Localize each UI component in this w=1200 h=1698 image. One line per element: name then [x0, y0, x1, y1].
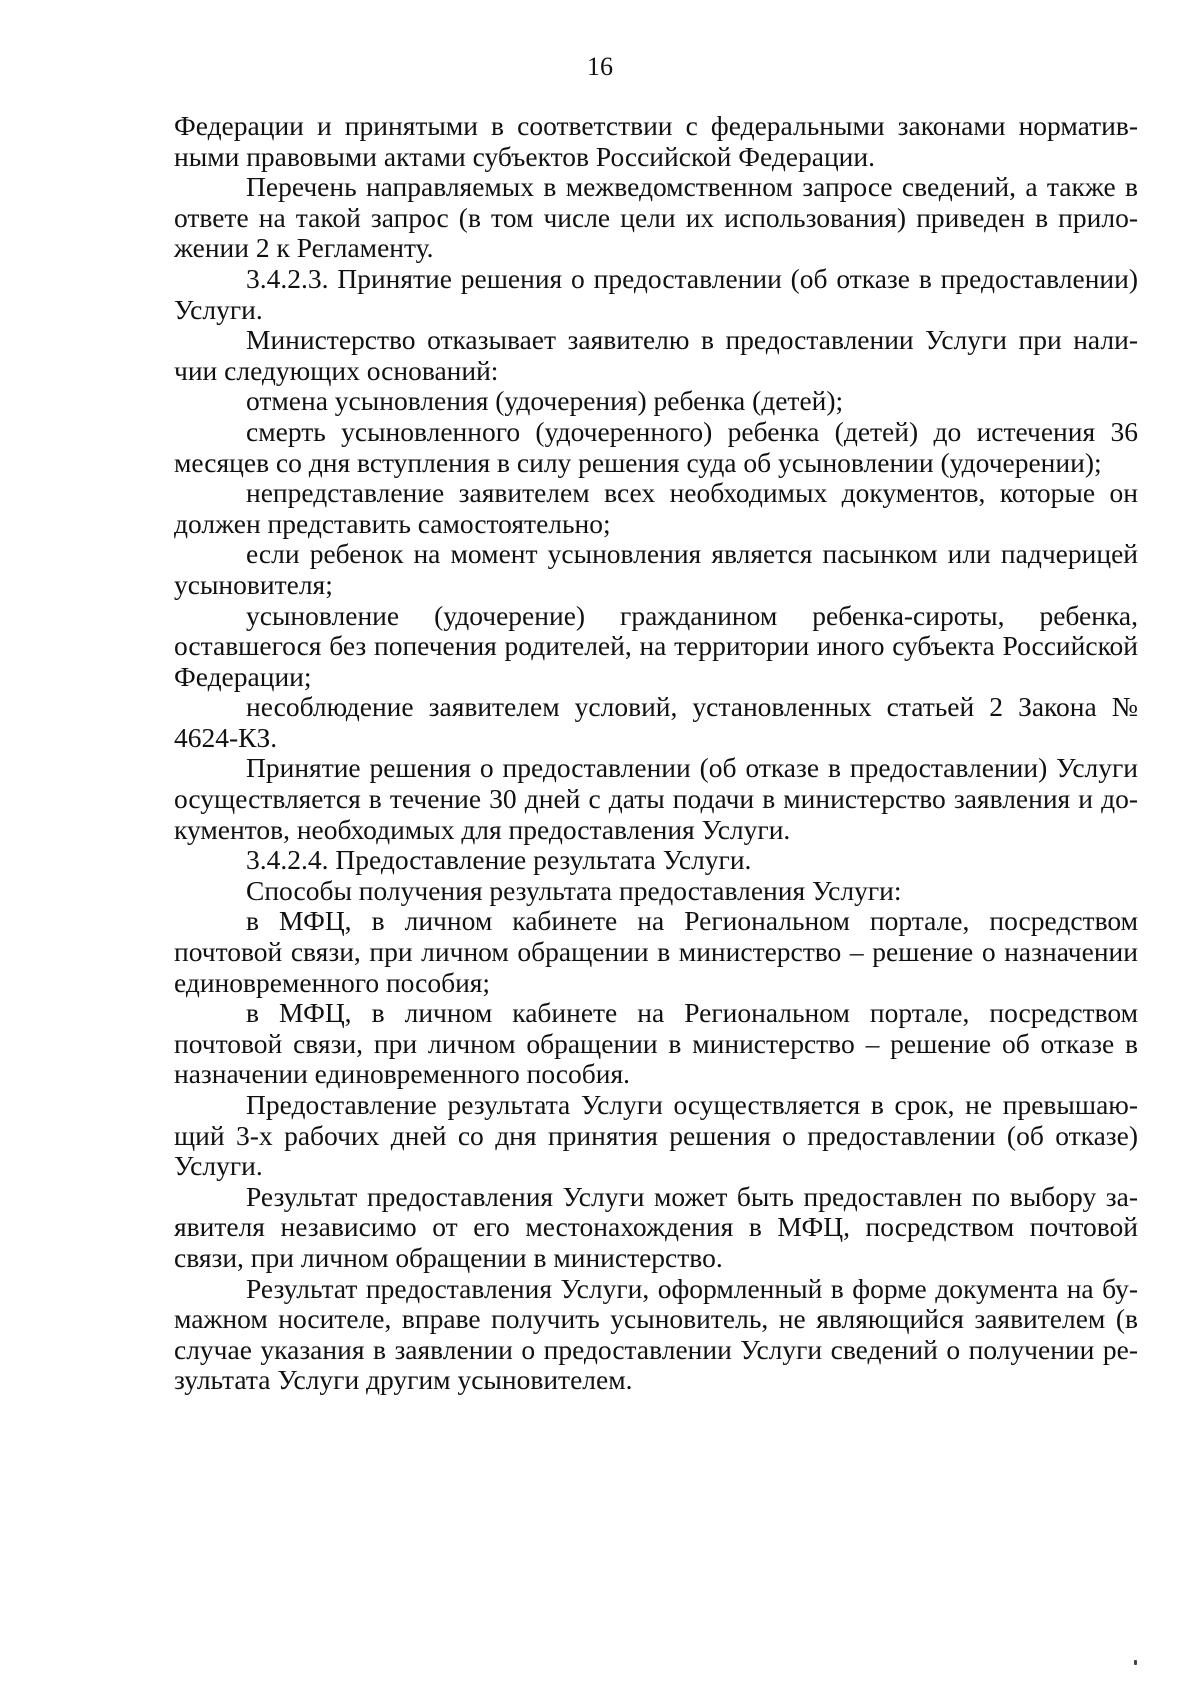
list-item-grant-decision: в МФЦ, в личном кабинете на Региональном портале, посредством почтовой связи, при личном обращении в министерство – решение о назначении единовременного пособия; [174, 905, 1138, 998]
page-number: 16 [587, 52, 613, 81]
paragraph-decision-deadline: Принятие решения о предоставлении (об отказе в предоставлении) Услуги осуществляется в течение 30 дней с даты подачи в министерство заявления и документов, необходимых для предоставления Услуги. [174, 752, 1138, 845]
paragraph-paper-result: Результат предоставления Услуги, оформленный в форме документа на бумажном носителе, вправе получить усыновитель, не являющийся заявителем (в случае указания в заявлении о предоставлении Услуги сведений о получении результата Услуги другим усыновителем. [174, 1272, 1138, 1396]
list-item-missing-documents: непредставление заявителем всех необходимых документов, которые он должен представить самостоятельно; [174, 477, 1138, 539]
scan-speck [1134, 1660, 1137, 1665]
section-heading-3-4-2-3: 3.4.2.3. Принятие решения о предоставлении (об отказе в предоставлении) Услуги. [174, 262, 1138, 325]
list-item-child-death: смерть усыновленного (удочеренного) ребенка (детей) до истечения 36 месяцев со дня вступления в силу решения суда об усыновлении (удочерении); [174, 415, 1138, 478]
list-item-stepchild: если ребенок на момент усыновления является пасынком или падчерицей усыновителя; [174, 538, 1138, 600]
paragraph-refusal-grounds-intro: Министерство отказывает заявителю в предоставлении Услуги при наличии следующих оснований: [174, 324, 1138, 386]
section-heading-3-4-2-4: 3.4.2.4. Предоставление результата Услуги. [246, 844, 752, 876]
list-item-adoption-cancellation: отмена усыновления (удочерения) ребенка (детей); [246, 385, 844, 417]
paragraph-continuation: Федерации и принятыми в соответствии с федеральными законами нормативными правовыми актами субъектов Российской Федерации. [174, 110, 1138, 172]
paragraph-result-deadline: Предоставление результата Услуги осуществляется в срок, не превышающий 3-х рабочих дней со дня принятия решения о предоставлении (об отказе) Услуги. [174, 1089, 1138, 1182]
list-item-refusal-decision: в МФЦ, в личном кабинете на Региональном портале, посредством почтовой связи, при личном обращении в министерство – решение об отказе в назначении единовременного пособия. [174, 997, 1138, 1090]
paragraph-result-choice: Результат предоставления Услуги может быть предоставлен по выбору заявителя независимо от его местонахождения в МФЦ, посредством почтовой связи, при личном обращении в министерство. [174, 1180, 1138, 1273]
document-body [174, 111, 1138, 1396]
paragraph-interagency-request: Перечень направляемых в межведомственном запросе сведений, а также в ответе на такой запрос (в том числе цели их использования) приведен в приложении 2 к Регламенту. [174, 171, 1138, 264]
paragraph-result-methods-intro: Способы получения результата предоставления Услуги: [246, 874, 902, 906]
list-item-other-region: усыновление (удочерение) гражданином ребенка-сироты, ребенка, оставшегося без попечения родителей, на территории иного субъекта Российской Федерации; [174, 599, 1138, 692]
list-item-law-conditions: несоблюдение заявителем условий, установленных статьей 2 Закона № 4624-КЗ. [174, 691, 1138, 753]
